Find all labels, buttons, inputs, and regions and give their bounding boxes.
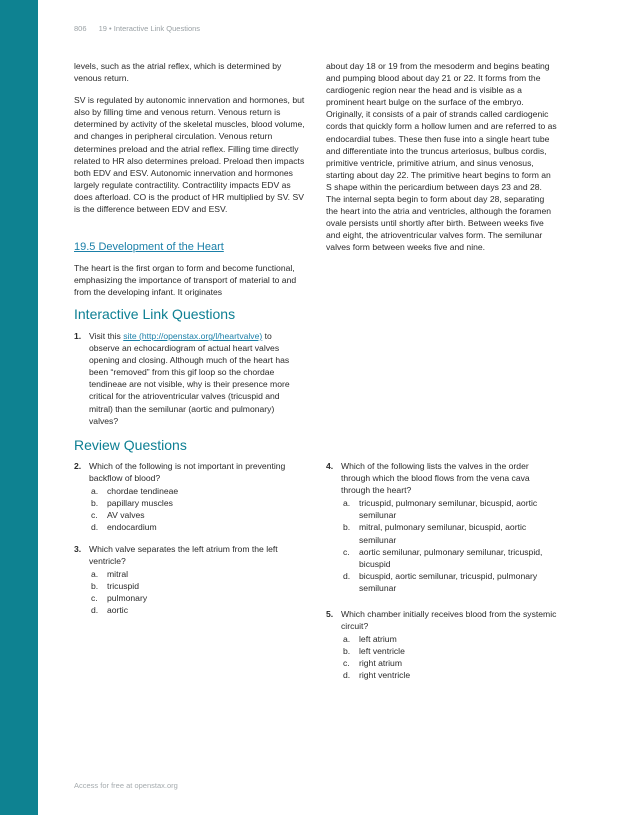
chapter-title: 19 • Interactive Link Questions (98, 24, 201, 33)
option-text: mitral (107, 569, 129, 580)
option[interactable] (341, 645, 558, 657)
left-column-text (74, 60, 306, 225)
option-text: endocardium (107, 522, 157, 533)
option-text: mitral, pulmonary semilunar, bicuspid, aortic semilunar (359, 522, 527, 545)
option-text: aortic semilunar, pulmonary semilunar, tricuspid, bicuspid (359, 546, 543, 569)
question-text: to observe an echocardiogram of actual heart valves opening and closing. Although much of the heart has been “removed” from this gif loop so the chordae tendineae are not visible, why is their presence more critical for the atrioventricular valves (tricuspid and mitral) than the semilunar (aortic and pulmonary) valves? (89, 331, 290, 426)
page-number: 806 (74, 24, 87, 33)
option-letter: a. (91, 486, 99, 497)
option[interactable] (89, 521, 306, 533)
question-4 (326, 460, 558, 594)
review-heading: Review Questions (74, 437, 187, 453)
option[interactable] (341, 669, 558, 681)
option-text: right ventricle (359, 670, 411, 681)
option-letter: c. (343, 658, 350, 669)
option-letter: a. (343, 634, 351, 645)
options-list (89, 485, 306, 533)
paragraph: about day 18 or 19 from the mesoderm and begins beating and pumping blood about day 21 or 22. It forms from the cardiogenic region near the head and is visible as a prominent heart bulge on the surface of the embryo. Originally, it consists of a pair of strands called cardiogenic cords that quickly form a hollow lumen and are referred to as endocardial tubes. These then fuse into a single heart tube and differentiate into the truncus arteriosus, bulbus cordis, primitive ventricle, primitive atrium, and sinus venosus, starting about day 22. The primitive heart begins to form an S shape within the pericardium between days 23 and 28. The internal septa begin to form about day 28, separating the heart into the atria and ventricles, although the foramen ovale persists until shortly after birth. Between weeks five and eight, the atrioventricular valves form. The semilunar valves form between weeks five and nine. (326, 61, 557, 253)
option-text: tricuspid (107, 581, 139, 592)
option[interactable] (89, 497, 306, 509)
option-letter: a. (91, 569, 99, 580)
options-list (341, 497, 558, 594)
question-stem (89, 330, 299, 427)
option-text: aortic (107, 605, 129, 616)
options-list (89, 568, 306, 616)
option[interactable] (89, 509, 306, 521)
option-text: left ventricle (359, 646, 405, 657)
option-letter: d. (91, 605, 99, 616)
option-letter: b. (91, 581, 99, 592)
question-stem: Which of the following lists the valves in the order through which the blood flows from the vena cava through the heart? (341, 461, 530, 496)
page-sidebar-band (0, 0, 38, 815)
option[interactable] (89, 568, 306, 580)
option-text: bicuspid, aortic semilunar, tricuspid, pulmonary semilunar (359, 570, 538, 593)
option[interactable] (89, 592, 306, 604)
option[interactable] (341, 521, 558, 545)
option-letter: d. (91, 522, 99, 533)
option[interactable] (89, 485, 306, 497)
option-text: papillary muscles (107, 498, 173, 509)
option[interactable] (341, 570, 558, 594)
option[interactable] (341, 546, 558, 570)
option-letter: c. (91, 510, 98, 521)
option-letter: b. (343, 646, 351, 657)
interactive-heading: Interactive Link Questions (74, 306, 236, 322)
question-3 (74, 543, 306, 617)
right-column-text (326, 60, 558, 264)
question-number: 3. (74, 544, 82, 554)
question-stem: Which valve separates the left atrium from the left ventricle? (89, 544, 278, 567)
left-column-text-2 (74, 262, 306, 308)
running-head (74, 24, 210, 33)
option-letter: c. (91, 593, 98, 604)
heartvalve-link[interactable]: site (http://openstax.org/l/heartvalve) (123, 331, 263, 341)
option-text: chordae tendineae (107, 486, 179, 497)
paragraph: levels, such as the atrial reflex, which is determined by venous return. (74, 61, 282, 84)
question-number: 1. (74, 331, 82, 341)
option-letter: b. (343, 522, 351, 533)
option-letter: d. (343, 570, 351, 581)
option-letter: c. (343, 546, 350, 557)
question-stem: Which chamber initially receives blood from the systemic circuit? (341, 609, 557, 632)
section-title-link[interactable]: 19.5 Development of the Heart (74, 241, 224, 253)
option-text: pulmonary (107, 593, 148, 604)
paragraph: The heart is the first organ to form and become functional, emphasizing the importance of transport of material to and from the developing infant. It originates (74, 263, 297, 298)
question-stem: Which of the following is not important in preventing backflow of blood? (89, 461, 286, 484)
question-1 (74, 330, 299, 427)
question-5 (326, 608, 558, 682)
question-2 (74, 460, 306, 534)
question-text: Visit this (89, 331, 124, 341)
option-text: right atrium (359, 658, 402, 669)
option[interactable] (89, 604, 306, 616)
option[interactable] (341, 633, 558, 645)
option-letter: a. (343, 498, 351, 509)
option-text: left atrium (359, 634, 397, 645)
option[interactable] (341, 657, 558, 669)
paragraph: SV is regulated by autonomic innervation and hormones, but also by filling time and venous return. Venous return is determined by activity of the skeletal muscles, blood volume, and changes in peripheral circulation. Venous return determines preload and the atrial reflex. Filling time directly related to HR also determines preload. Preload then impacts both EDV and ESV. Autonomic innervation and hormones largely regulate contractility. Contractility impacts EDV as does afterload. CO is the product of HR multiplied by SV. SV is the difference between EDV and ESV. (74, 95, 305, 215)
option-text: tricuspid, pulmonary semilunar, bicuspid, aortic semilunar (359, 498, 538, 521)
option-text: AV valves (107, 510, 145, 521)
option[interactable] (89, 580, 306, 592)
question-number: 5. (326, 609, 334, 619)
option[interactable] (341, 497, 558, 521)
question-number: 4. (326, 461, 334, 471)
footer: Access for free at openstax.org (74, 781, 178, 790)
question-number: 2. (74, 461, 82, 471)
options-list (341, 633, 558, 681)
option-letter: d. (343, 670, 351, 681)
option-letter: b. (91, 498, 99, 509)
